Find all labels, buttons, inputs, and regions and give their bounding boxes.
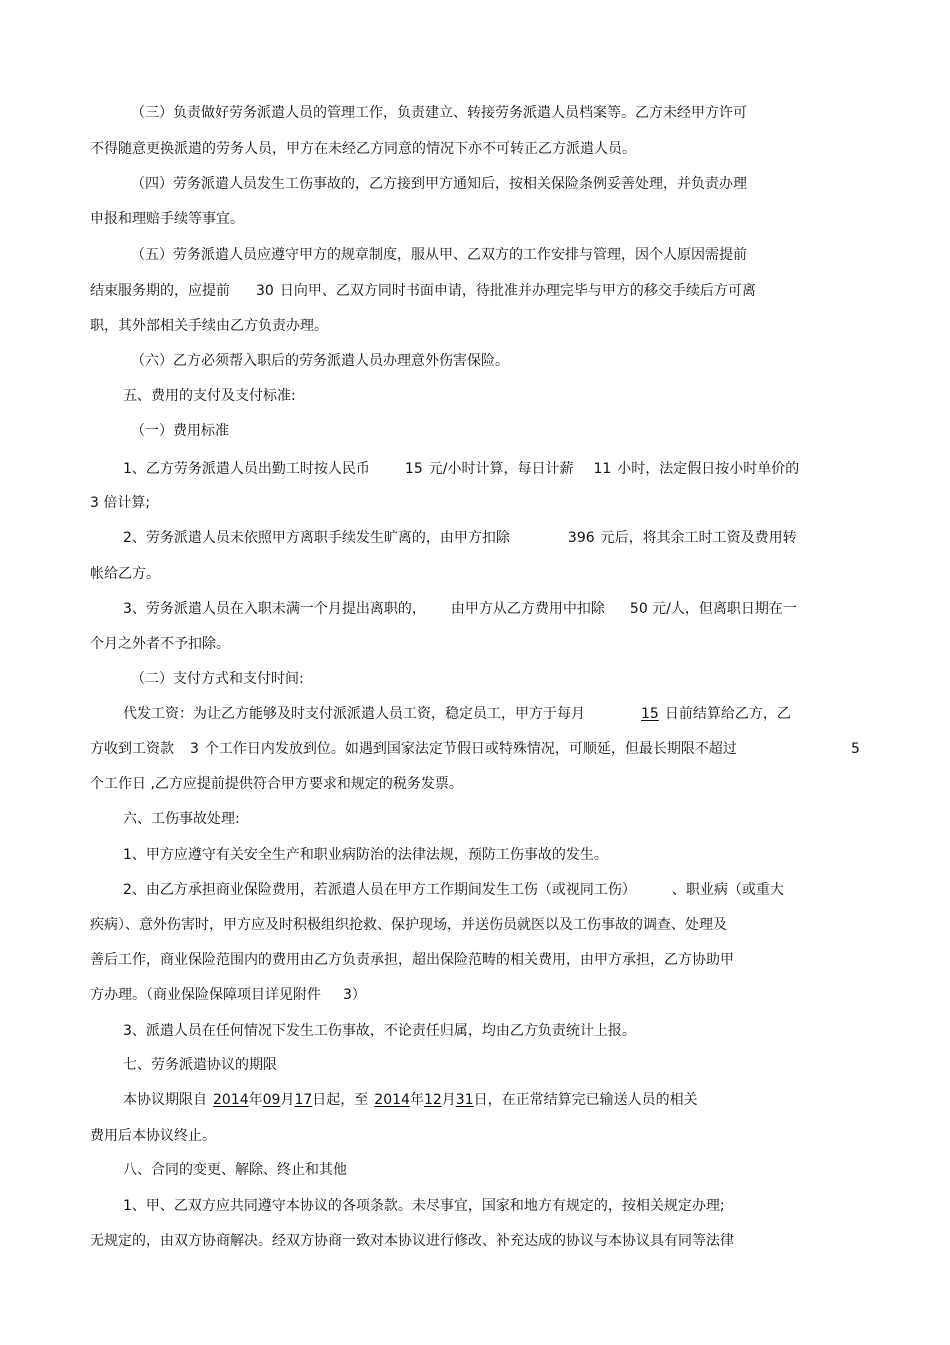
injury-item-2 [123, 881, 784, 899]
injury-item-2-cont-3 [90, 986, 366, 1004]
section-7-heading: 七、劳务派遣协议的期限 [123, 1057, 277, 1073]
section-5-sub-2: （二）支付方式和支付时间: [131, 671, 304, 687]
payment-line-3: 个工作日 ,乙方应提前提供符合甲方要求和规定的税务发票。 [90, 776, 463, 792]
term-line-1 [123, 1091, 698, 1109]
amend-item-1: 1、甲、乙双方应共同遵守本协议的各项条款。未尽事宜，国家和地方有规定的，按相关规定办理; [123, 1198, 725, 1214]
deduction-amount: 396 [567, 530, 595, 546]
text: 月 [280, 1092, 295, 1108]
p5-line-2 [90, 282, 756, 300]
text: 本协议期限自 [123, 1092, 207, 1108]
text: 个工作日内发放到位。如遇到国家法定节假日或特殊情况，可顺延，但最长期限不超过 [204, 741, 737, 757]
text: 50 元/人，但离职日期在一 [629, 601, 797, 617]
start-day: 17 [294, 1092, 313, 1108]
fee-item-1-cont: 3 倍计算; [90, 495, 151, 511]
payout-days: 3 [190, 741, 199, 757]
text: 日，在正常结算完已输送人员的相关 [473, 1092, 698, 1108]
fee-item-3 [123, 600, 797, 618]
section-6-heading: 六、工伤事故处理: [123, 811, 240, 827]
start-year: 2014 [213, 1092, 249, 1108]
start-month: 09 [262, 1092, 281, 1108]
p3-line-1: （三）负责做好劳务派遣人员的管理工作，负责建立、转接劳务派遣人员档案等。乙方未经甲方许可 [131, 105, 747, 121]
text: 3、劳务派遣人员在入职未满一个月提出离职的， [123, 601, 426, 617]
fee-item-3-cont: 个月之外者不予扣除。 [90, 636, 230, 652]
daily-hours: 11 [593, 461, 612, 477]
end-year: 2014 [374, 1092, 410, 1108]
text: 方办理。（商业保险保障项目详见附件 [90, 987, 321, 1003]
settlement-day: 15 [641, 706, 659, 722]
term-line-2: 费用后本协议终止。 [90, 1128, 216, 1144]
payment-line-2 [90, 740, 737, 758]
injury-item-1: 1、甲方应遵守有关安全生产和职业病防治的法律法规，预防工伤事故的发生。 [123, 847, 608, 863]
end-day: 31 [455, 1092, 474, 1108]
section-5-heading: 五、费用的支付及支付标准: [123, 388, 296, 404]
text: 小时，法定假日按小时单价的 [617, 461, 800, 477]
fee-item-2-cont: 帐给乙方。 [90, 566, 160, 582]
text: 由甲方从乙方费用中扣除 [450, 601, 605, 617]
text: 日起，至 [312, 1092, 369, 1108]
injury-item-3: 3、派遣人员在任何情况下发生工伤事故，不论责任归属，均由乙方负责统计上报。 [123, 1023, 636, 1039]
end-month: 12 [423, 1092, 442, 1108]
hourly-rate: 15 [404, 461, 423, 477]
fee-item-2 [123, 529, 797, 547]
p4-line-2: 申报和理赔手续等事宜。 [90, 211, 244, 227]
amend-item-1-cont: 无规定的，由双方协商解决。经双方协商一致对本协议进行修改、补充达成的协议与本协议具有同等法律 [90, 1233, 734, 1249]
payment-line-1 [123, 705, 791, 723]
p5-line-3: 职，其外部相关手续由乙方负责办理。 [90, 318, 328, 334]
text: 2、由乙方承担商业保险费用，若派遣人员在甲方工作期间发生工伤（或视同工伤） [123, 882, 636, 898]
section-5-sub-1: （一）费用标准 [131, 423, 229, 439]
text: 日前结算给乙方，乙 [664, 706, 791, 722]
text: 1、乙方劳务派遣人员出勤工时按人民币 [123, 461, 370, 477]
injury-item-2-cont-1: 疾病）、意外伤害时，甲方应及时积极组织抢救、保护现场，并送伤员就医以及工伤事故的调查、处理及 [90, 917, 727, 933]
text: 年 [248, 1092, 263, 1108]
injury-item-2-cont-2: 善后工作，商业保险范围内的费用由乙方负责承担，超出保险范畴的相关费用，由甲方承担，乙方协助甲 [90, 952, 734, 968]
p4-line-1: （四）劳务派遣人员发生工伤事故的，乙方接到甲方通知后，按相关保险条例妥善处理，并负责办理 [131, 176, 747, 192]
section-8-heading: 八、合同的变更、解除、终止和其他 [123, 1162, 347, 1178]
text: 年 [409, 1092, 424, 1108]
text: 月 [441, 1092, 456, 1108]
text: 元/小时计算，每日计薪 [428, 461, 574, 477]
p6-line-1: （六）乙方必须帮入职后的劳务派遣人员办理意外伤害保险。 [131, 353, 509, 369]
text: 代发工资：为让乙方能够及时支付派派遣人员工资，稳定员工，甲方于每月 [123, 706, 585, 722]
days-value: 30 [256, 283, 274, 299]
text: 、职业病（或重大 [671, 882, 784, 898]
text: 元后，将其余工时工资及费用转 [600, 530, 797, 546]
attachment-ref: 3） [343, 987, 366, 1003]
p5-line-1: （五）劳务派遣人员应遵守甲方的规章制度，服从甲、乙双方的工作安排与管理，因个人原因需提前 [131, 247, 747, 263]
fee-item-1 [123, 460, 799, 478]
text: 日向甲、乙双方同时书面申请，待批准并办理完毕与甲方的移交手续后方可离 [279, 283, 756, 299]
text: 结束服务期的，应提前 [90, 283, 230, 299]
text: 2、劳务派遣人员未依照甲方离职手续发生旷离的，由甲方扣除 [123, 530, 510, 546]
p3-line-2: 不得随意更换派遣的劳务人员，甲方在未经乙方同意的情况下亦不可转正乙方派遣人员。 [90, 141, 636, 157]
payment-max-days: 5 [851, 741, 860, 757]
text: 方收到工资款 [90, 741, 174, 757]
